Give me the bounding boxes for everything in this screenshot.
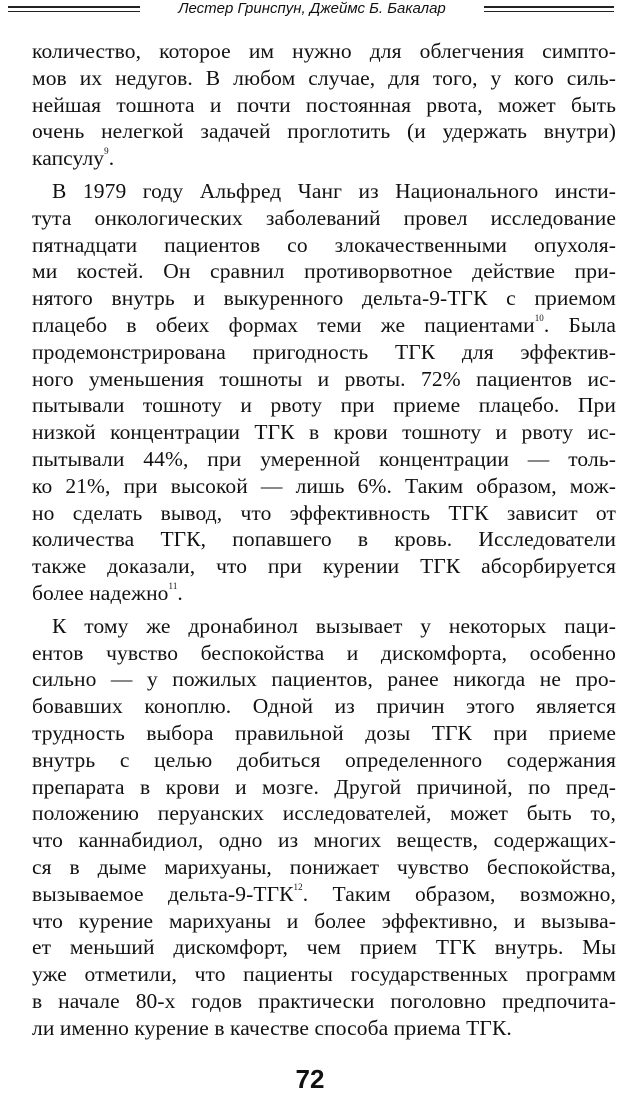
text-fragment: плацебо в обеих формах теми же пациентами (32, 312, 535, 337)
text-line: В 1979 году Альфред Чанг из Национального инсти- (52, 178, 616, 203)
header-rule-left-bottom (8, 11, 140, 12)
text-line: ли именно курение в качестве способа приема ТГК. (32, 1015, 512, 1040)
text-line: сильно — у пожилых пациентов, ранее никогда не про- (32, 667, 616, 692)
text-line: пытывали 44%, при умеренной концентрации — толь- (32, 446, 616, 471)
text-line: очень нелегкой задачей проглотить (и удержать внутри) (32, 119, 616, 144)
footnote-ref-9: 9 (104, 146, 109, 157)
text-line (32, 881, 616, 908)
text-line: также доказали, что при курении ТГК абсорбируется (32, 554, 616, 579)
running-header (0, 0, 620, 22)
header-rule-left-top (8, 6, 140, 8)
text-line: что курение марихуаны и более эффективно, и вызыва- (32, 908, 616, 933)
paragraph-1 (32, 38, 616, 172)
footnote-ref-12: 12 (293, 881, 303, 892)
header-rule-right-bottom (484, 11, 614, 12)
text-fragment: . Таким образом, возможно, (302, 881, 616, 906)
text-line: ко 21%, при высокой — лишь 6%. Таким образом, мож- (32, 473, 616, 498)
text-line: количества ТГК, попавшего в кровь. Исследователи (32, 527, 616, 552)
text-line: продемонстрирована пригодность ТГК для эффектив- (32, 339, 616, 364)
text-fragment: . Была (543, 312, 616, 337)
text-line: пытывали тошноту и рвоту при приеме плацебо. При (32, 393, 616, 418)
text-fragment: более надежно (32, 580, 169, 605)
text-fragment: вызываемое дельта-9-ТГК (32, 881, 294, 906)
text-line: положению перуанских исследователей, может быть то, (32, 801, 616, 826)
text-line: низкой концентрации ТГК в крови тошноту и рвоту ис- (32, 420, 616, 445)
page-body (32, 38, 616, 1041)
text-line: ентов чувство беспокойства и дискомфорта, особенно (32, 640, 616, 665)
text-line: количество, которое им нужно для облегчения симпто- (32, 39, 616, 63)
text-line: пятнадцати пациентов со злокачественными опухоля- (32, 232, 616, 257)
text-line: нейшая тошнота и почти постоянная рвота, может быть (32, 92, 616, 117)
header-rule-right-top (484, 6, 614, 8)
text-line: нятого внутрь и выкуренного дельта-9-ТГК с приемом (32, 286, 616, 311)
text-line: внутрь с целью добиться определенного содержания (32, 747, 616, 772)
footnote-ref-10: 10 (534, 312, 544, 323)
text-fragment: . (108, 146, 115, 171)
text-line: в начале 80-х годов практически поголовно предпочита- (32, 988, 616, 1013)
paragraph-2 (32, 178, 616, 607)
text-fragment: . (177, 580, 183, 605)
footnote-ref-11: 11 (168, 580, 178, 591)
text-line: тута онкологических заболеваний провел исследование (32, 205, 616, 230)
text-line (32, 312, 616, 339)
text-line: бовавших коноплю. Одной из причин этого является (32, 694, 616, 719)
text-line: уже отметили, что пациенты государственных программ (32, 962, 616, 987)
text-line: ного уменьшения тошноты и рвоты. 72% пациентов ис- (32, 366, 616, 391)
text-line: ся в дыме марихуаны, понижает чувство беспокойства, (32, 854, 616, 879)
text-line (32, 145, 616, 172)
text-line: ми костей. Он сравнил противорвотное действие при- (32, 259, 616, 284)
text-line: трудность выбора правильной дозы ТГК при приеме (32, 720, 616, 745)
text-line: К тому же дронабинол вызывает у некоторых паци- (52, 613, 616, 638)
text-line: мов их недугов. В любом случае, для того, у кого силь- (32, 65, 616, 90)
text-line (32, 580, 616, 607)
text-line: препарата в крови и мозге. Другой причиной, по пред- (32, 774, 616, 799)
text-line: ет меньший дискомфорт, чем прием ТГК внутрь. Мы (32, 935, 616, 960)
page-number: 72 (295, 1064, 325, 1094)
running-title: Лестер Гринспун, Джеймс Б. Бакалар (142, 0, 482, 18)
paragraph-3 (32, 613, 616, 1042)
text-line: но сделать вывод, что эффективность ТГК зависит от (32, 500, 616, 525)
text-fragment: капсулу (32, 146, 105, 171)
text-line: что каннабидиол, одно из многих веществ, содержащих- (32, 828, 616, 853)
